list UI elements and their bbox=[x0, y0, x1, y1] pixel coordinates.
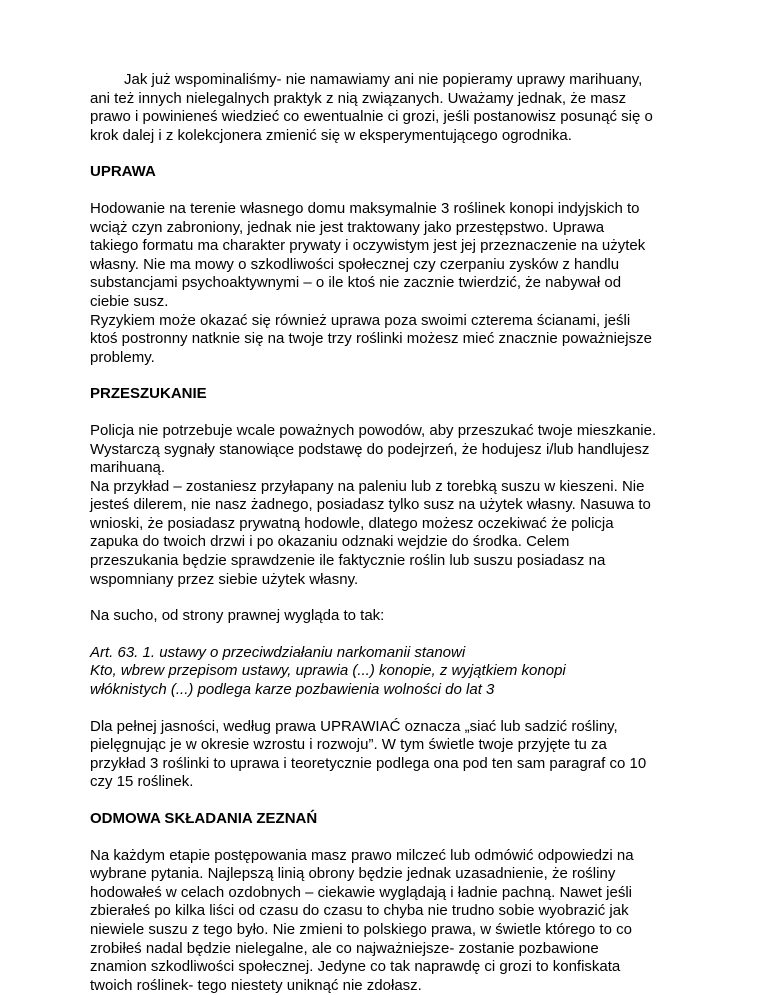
text-line: wybrane pytania. Najlepszą linią obrony będzie jednak uzasadnienie, że rośliny bbox=[90, 865, 616, 883]
definition-paragraph bbox=[90, 718, 690, 792]
section-heading-przeszukanie: PRZESZUKANIE bbox=[90, 385, 207, 403]
intro-paragraph bbox=[90, 71, 690, 145]
legal-intro-paragraph bbox=[90, 607, 690, 626]
quote-line: Art. 63. 1. ustawy o przeciwdziałaniu narkomanii stanowi bbox=[90, 643, 466, 661]
text-line: marihuaną. bbox=[90, 459, 166, 477]
text-line: czy 15 roślinek. bbox=[90, 773, 194, 791]
przeszukanie-paragraph bbox=[90, 422, 690, 589]
text-line: zbierałeś po kilka liści od czasu do czasu to chyba nie trudno sobie wyobrazić jak bbox=[90, 902, 629, 920]
text-line: Na sucho, od strony prawnej wygląda to tak: bbox=[90, 607, 385, 625]
text-line: Ryzykiem może okazać się również uprawa poza swoimi czterema ścianami, jeśli bbox=[90, 311, 631, 329]
text-line: zrobiłeś nadal będzie nielegalne, ale co najważniejsze- zostanie pozbawione bbox=[90, 939, 599, 957]
text-line: Na każdym etapie postępowania masz prawo milczeć lub odmówić odpowiedzi na bbox=[90, 846, 634, 864]
text-line: Policja nie potrzebuje wcale poważnych powodów, aby przeszukać twoje mieszkanie. bbox=[90, 421, 657, 439]
text-line: wnioski, że posiadasz prywatną hodowle, dlatego możesz oczekiwać że policja bbox=[90, 514, 614, 532]
quote-line: Kto, wbrew przepisom ustawy, uprawia (...) konopie, z wyjątkiem konopi bbox=[90, 662, 566, 680]
text-line: jesteś dilerem, nie nasz żadnego, posiadasz tylko susz na użytek własny. Nasuwa to bbox=[90, 496, 651, 514]
text-line: Dla pełnej jasności, według prawa UPRAWIAĆ oznacza „siać lub sadzić rośliny, bbox=[90, 717, 618, 735]
quote-line: włóknistych (...) podlega karze pozbawienia wolności do lat 3 bbox=[90, 681, 495, 699]
text-line: przykład 3 roślinki to uprawa i teoretycznie podlega ona pod ten sam paragraf co 10 bbox=[90, 754, 647, 772]
text-line: problemy. bbox=[90, 348, 155, 366]
text-line: Na przykład – zostaniesz przyłapany na paleniu lub z torebką suszu w kieszeni. Nie bbox=[90, 477, 645, 495]
text-line: Jak już wspominaliśmy- nie namawiamy ani nie popieramy uprawy marihuany, bbox=[124, 71, 643, 88]
text-line: hodowałeś w celach ozdobnych – ciekawie wyglądają i ładnie pachną. Nawet jeśli bbox=[90, 883, 632, 901]
text-line: takiego formatu ma charakter prywaty i oczywistym jest jej przeznaczenie na użytek bbox=[90, 237, 646, 255]
text-line: przeszukania będzie sprawdzenie ile faktycznie roślin lub suszu posiadasz na bbox=[90, 552, 606, 570]
text-line: niewiele suszu z tego było. Nie zmieni to polskiego prawa, w świetle którego to co bbox=[90, 920, 632, 938]
text-line: Hodowanie na terenie własnego domu maksymalnie 3 roślinek konopi indyjskich to bbox=[90, 199, 640, 217]
text-line: ani też innych nielegalnych praktyk z nią związanych. Uważamy jednak, że masz bbox=[90, 89, 627, 107]
text-line: własny. Nie ma mowy o szkodliwości społecznej czy czerpaniu zysków z handlu bbox=[90, 255, 620, 273]
text-line: wciąż czyn zabroniony, jednak nie jest traktowany jako przestępstwo. Uprawa bbox=[90, 218, 605, 236]
text-line: Wystarczą sygnały stanowiące podstawę do podejrzeń, że hodujesz i/lub handlujesz bbox=[90, 440, 650, 458]
text-line: ciebie susz. bbox=[90, 292, 169, 310]
section-heading-odmowa: ODMOWA SKŁADANIA ZEZNAŃ bbox=[90, 810, 318, 827]
odmowa-paragraph bbox=[90, 847, 690, 995]
section-heading-uprawa: UPRAWA bbox=[90, 163, 156, 181]
text-line: znamion szkodliwości społecznej. Jedyne co tak naprawdę ci grozi to konfiskata bbox=[90, 958, 621, 976]
text-line: pielęgnując je w okresie wzrostu i rozwoju”. W tym świetle twoje przyjęte tu za bbox=[90, 736, 607, 754]
text-line: ktoś postronny natknie się na twoje trzy roślinki możesz mieć znacznie poważniejsze bbox=[90, 330, 652, 348]
text-line: krok dalej i z kolekcjonera zmienić się w eksperymentującego ogrodnika. bbox=[90, 126, 572, 144]
text-line: zapuka do twoich drzwi i po okazaniu odznaki wejdzie do środka. Celem bbox=[90, 533, 570, 551]
document-page bbox=[90, 71, 690, 995]
legal-quote bbox=[90, 644, 690, 700]
uprawa-paragraph bbox=[90, 200, 690, 367]
text-line: prawo i powinieneś wiedzieć co ewentualnie ci grozi, jeśli postanowisz posunąć się o bbox=[90, 108, 653, 126]
text-line: twoich roślinek- tego niestety uniknąć nie zdołasz. bbox=[90, 976, 422, 994]
text-line: wspomniany przez siebie użytek własny. bbox=[90, 570, 359, 588]
text-line: substancjami psychoaktywnymi – o ile ktoś nie zacznie twierdzić, że nabywał od bbox=[90, 274, 622, 292]
